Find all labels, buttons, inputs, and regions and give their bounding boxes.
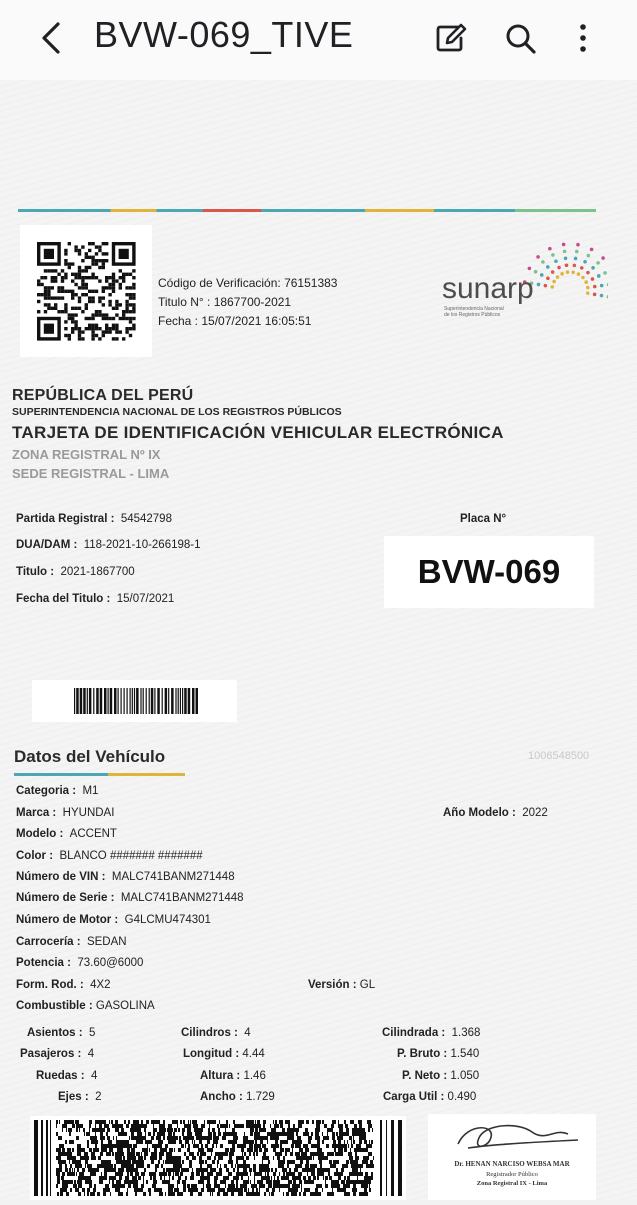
p-neto-row: P. Neto : 1.050 (402, 1070, 480, 1082)
anio-modelo-row: Año Modelo : 2022 (443, 807, 548, 819)
sede-registral: SEDE REGISTRAL - LIMA (12, 466, 170, 481)
back-arrow-icon[interactable] (36, 18, 72, 58)
datos-underline (14, 773, 185, 776)
verification-date: Fecha : 15/07/2021 16:05:51 (158, 314, 312, 328)
version-row: Versión : GL (308, 979, 376, 991)
pasajeros-row: Pasajeros : 4 (20, 1048, 95, 1060)
more-options-icon[interactable] (563, 18, 603, 58)
titulo-row: Titulo : 2021-1867700 (16, 566, 135, 578)
zona-registral: ZONA REGISTRAL Nº IX (12, 447, 161, 462)
signature-scribble (458, 1126, 578, 1148)
search-icon[interactable] (500, 18, 540, 58)
vin-row: Número de VIN : MALC741BANM271448 (16, 871, 235, 883)
signature-name: Dr. HENAN NARCISO WEBSA MAR (454, 1160, 570, 1168)
verification-title-number: Titulo N° : 1867700-2021 (158, 295, 292, 309)
app-bar (0, 0, 637, 80)
partida-row: Partida Registral : 54542798 (16, 513, 172, 525)
ejes-row: Ejes : 2 (58, 1091, 102, 1103)
color-row: Color : BLANCO ####### ####### (16, 850, 203, 862)
qr-code (20, 225, 152, 357)
sunarp-subtitle-2: de los Registros Públicos (444, 312, 501, 318)
longitud-row: Longitud : 4.44 (183, 1048, 265, 1060)
placa-value: BVW-069 (384, 536, 594, 608)
signature-role: Registrador Público (486, 1171, 538, 1178)
tarjeta-heading: TARJETA DE IDENTIFICACIÓN VEHICULAR ELECTRÓNICA (12, 423, 504, 442)
serial-number: 1006548500 (528, 750, 590, 762)
pdf417-barcode (30, 1116, 406, 1200)
republica-heading: REPÚBLICA DEL PERÚ (12, 387, 194, 404)
signature-office: Zona Registral IX - Lima (476, 1180, 548, 1187)
combustible-row: Combustible : GASOLINA (16, 1000, 155, 1012)
document-page (0, 80, 637, 1200)
verification-code: Código de Verificación: 76151383 (158, 276, 338, 290)
edit-icon[interactable] (430, 18, 470, 58)
potencia-row: Potencia : 73.60@6000 (16, 957, 144, 969)
color-stripe (18, 209, 596, 212)
sunarp-wordmark: sunarp (442, 272, 534, 305)
motor-row: Número de Motor : G4LCMU474301 (16, 914, 211, 926)
altura-row: Altura : 1.46 (200, 1070, 266, 1082)
modelo-row: Modelo : ACCENT (16, 828, 117, 840)
sunarp-logo (440, 232, 608, 332)
zona-block (12, 445, 169, 483)
superintendencia-heading: SUPERINTENDENCIA NACIONAL DE LOS REGISTROS PÚBLICOS (12, 406, 342, 418)
sunarp-subtitle-1: Superintendencia Nacional (444, 306, 504, 312)
serie-row: Número de Serie : MALC741BANM271448 (16, 892, 244, 904)
document-title: BVW-069_TIVE (94, 14, 354, 55)
carga-util-row: Carga Util : 0.490 (383, 1091, 477, 1103)
p-bruto-row: P. Bruto : 1.540 (397, 1048, 480, 1060)
categoria-row: Categoria : M1 (16, 785, 99, 797)
ruedas-row: Ruedas : 4 (36, 1070, 98, 1082)
marca-row: Marca : HYUNDAI (16, 807, 115, 819)
small-barcode (32, 680, 237, 722)
placa-label: Placa N° (460, 513, 507, 525)
dua-row: DUA/DAM : 118-2021-10-266198-1 (16, 539, 201, 551)
datos-heading: Datos del Vehículo (14, 747, 166, 766)
asientos-row: Asientos : 5 (27, 1027, 96, 1039)
signature-block (428, 1114, 596, 1200)
cilindrada-row: Cilindrada : 1.368 (382, 1027, 481, 1039)
cilindros-row: Cilindros : 4 (181, 1027, 251, 1039)
form-rod-row: Form. Rod. : 4X2 (16, 979, 111, 991)
carroceria-row: Carrocería : SEDAN (16, 936, 127, 948)
ancho-row: Ancho : 1.729 (200, 1091, 275, 1103)
fecha-titulo-row: Fecha del Titulo : 15/07/2021 (16, 593, 175, 605)
verification-block (158, 274, 337, 331)
